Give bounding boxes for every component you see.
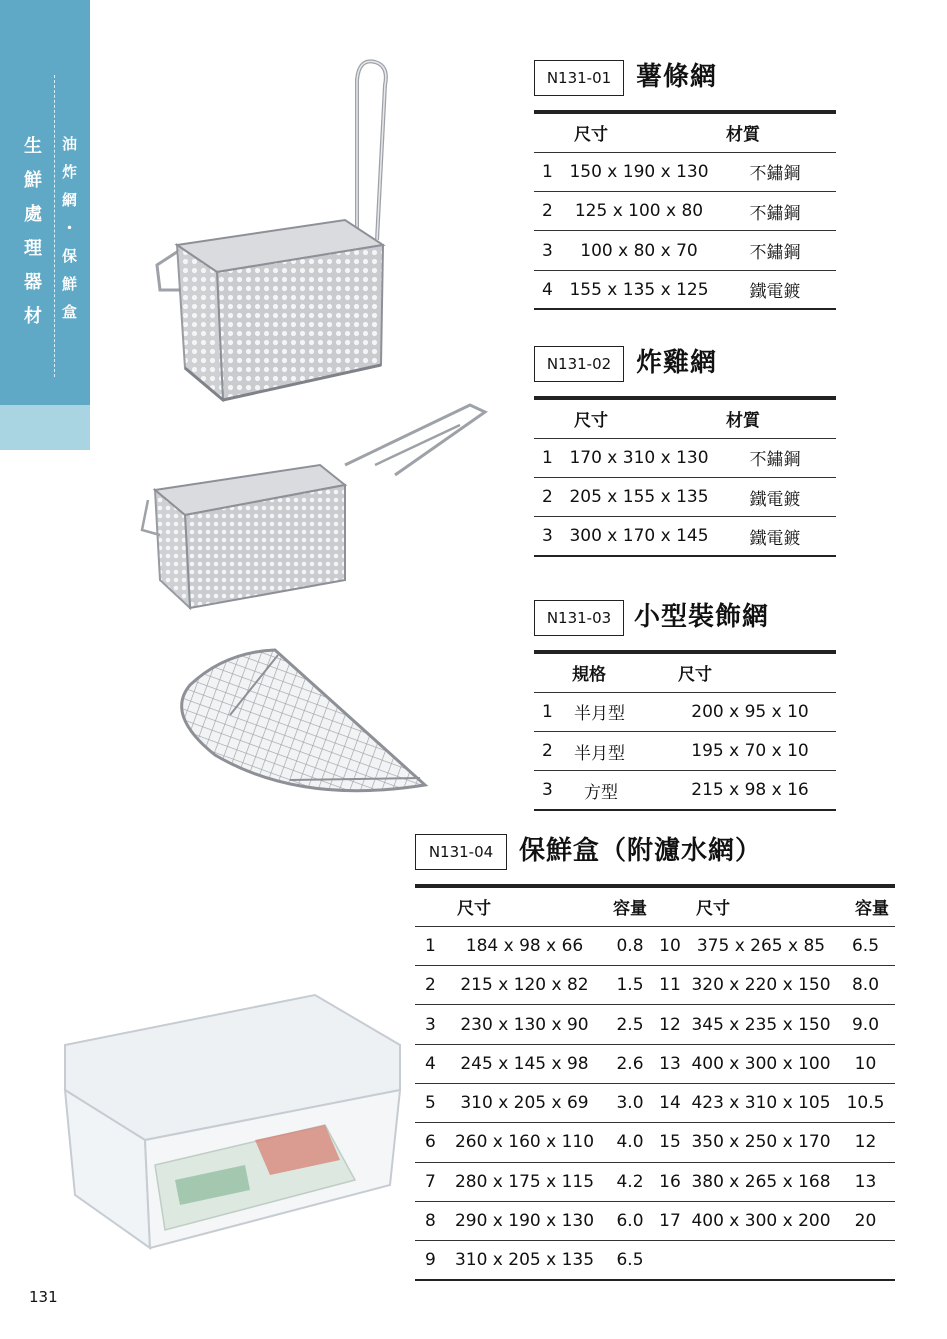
- spec-table: [534, 112, 836, 310]
- row-index: 5: [415, 1083, 443, 1122]
- row-index: 3: [415, 1005, 443, 1044]
- side-tab-bottom: [0, 405, 90, 450]
- material-cell: 不鏽鋼: [714, 152, 836, 191]
- size-cell: 345 x 235 x 150: [686, 1005, 836, 1044]
- section-header: [534, 346, 836, 384]
- material-cell: 鐵電鍍: [714, 517, 836, 556]
- size-cell: 215 x 120 x 82: [443, 966, 606, 1005]
- size-cell: 155 x 135 x 125: [564, 270, 714, 309]
- side-tab-char: 保: [62, 247, 78, 265]
- capacity-cell: 6.5: [836, 926, 895, 965]
- table-header-row: [534, 113, 836, 152]
- capacity-cell: 20: [836, 1201, 895, 1240]
- type-cell: 半月型: [564, 732, 664, 771]
- row-index: 13: [654, 1044, 686, 1083]
- table-header-row: [534, 399, 836, 438]
- header-cell: [415, 887, 443, 926]
- table-row: [415, 1123, 895, 1162]
- row-index: 2: [415, 966, 443, 1005]
- half-moon-rack-photo: [170, 640, 435, 805]
- product-code: N131-03: [534, 600, 624, 636]
- size-cell: 310 x 205 x 135: [443, 1241, 606, 1280]
- row-index: 10: [654, 926, 686, 965]
- capacity-cell: [836, 1241, 895, 1280]
- header-cell: 尺寸: [443, 887, 606, 926]
- spec-table: [415, 886, 895, 1281]
- header-cell: [534, 399, 564, 438]
- capacity-cell: 9.0: [836, 1005, 895, 1044]
- table-row: [534, 192, 836, 231]
- row-index: 11: [654, 966, 686, 1005]
- side-tab-char: 器: [24, 272, 42, 293]
- row-index: 2: [534, 192, 564, 231]
- table-row: [415, 966, 895, 1005]
- header-cell: [654, 887, 686, 926]
- row-index: 3: [534, 517, 564, 556]
- table-row: [415, 1241, 895, 1280]
- size-cell: 320 x 220 x 150: [686, 966, 836, 1005]
- row-index: 15: [654, 1123, 686, 1162]
- storage-box-photo: [55, 990, 405, 1255]
- side-tab-char: 盒: [62, 303, 78, 321]
- row-index: 1: [534, 692, 564, 731]
- capacity-cell: 13: [836, 1162, 895, 1201]
- size-cell: 300 x 170 x 145: [564, 517, 714, 556]
- side-tab-char: 網: [62, 191, 78, 209]
- size-cell: 215 x 98 x 16: [664, 771, 836, 810]
- section-header: [534, 600, 836, 638]
- row-index: 2: [534, 478, 564, 517]
- size-cell: 280 x 175 x 115: [443, 1162, 606, 1201]
- side-tab-char: ・: [62, 219, 78, 237]
- table-row: [415, 1044, 895, 1083]
- row-index: 1: [534, 152, 564, 191]
- row-index: 7: [415, 1162, 443, 1201]
- side-tab-divider: [54, 75, 55, 377]
- table-row: [534, 152, 836, 191]
- size-cell: 375 x 265 x 85: [686, 926, 836, 965]
- material-cell: 不鏽鋼: [714, 192, 836, 231]
- section-header: [534, 60, 836, 98]
- type-cell: 方型: [564, 771, 664, 810]
- product-code: N131-02: [534, 346, 624, 382]
- row-index: 3: [534, 771, 564, 810]
- size-cell: 125 x 100 x 80: [564, 192, 714, 231]
- product-title: 保鮮盒（附濾水網）: [519, 836, 763, 866]
- size-cell: 184 x 98 x 66: [443, 926, 606, 965]
- table-row: [415, 926, 895, 965]
- page-number: 131: [29, 1288, 58, 1306]
- product-title: 薯條網: [636, 62, 718, 92]
- table-row: [534, 692, 836, 731]
- header-cell: 容量: [606, 887, 654, 926]
- row-index: 17: [654, 1201, 686, 1240]
- capacity-cell: 6.0: [606, 1201, 654, 1240]
- header-cell: [534, 653, 564, 692]
- spec-table: [534, 652, 836, 811]
- fries-basket-photo: [145, 50, 395, 415]
- header-cell: 材質: [714, 399, 836, 438]
- header-cell: 規格: [564, 653, 664, 692]
- row-index: 12: [654, 1005, 686, 1044]
- header-cell: 尺寸: [564, 113, 714, 152]
- header-cell: 材質: [714, 113, 836, 152]
- size-cell: 260 x 160 x 110: [443, 1123, 606, 1162]
- table-row: [415, 1162, 895, 1201]
- row-index: 6: [415, 1123, 443, 1162]
- capacity-cell: 3.0: [606, 1083, 654, 1122]
- material-cell: 鐵電鍍: [714, 478, 836, 517]
- side-tab-char: 材: [24, 306, 42, 327]
- product-title: 小型裝飾網: [634, 602, 770, 632]
- row-index: 8: [415, 1201, 443, 1240]
- section-n131-01: [534, 60, 836, 303]
- material-cell: 不鏽鋼: [714, 438, 836, 477]
- side-tab-category: [24, 138, 42, 342]
- size-cell: 230 x 130 x 90: [443, 1005, 606, 1044]
- capacity-cell: 6.5: [606, 1241, 654, 1280]
- size-cell: 150 x 190 x 130: [564, 152, 714, 191]
- size-cell: 200 x 95 x 10: [664, 692, 836, 731]
- row-index: 4: [415, 1044, 443, 1083]
- product-title: 炸雞網: [636, 348, 718, 378]
- size-cell: 400 x 300 x 200: [686, 1201, 836, 1240]
- capacity-cell: 12: [836, 1123, 895, 1162]
- section-header: [415, 834, 895, 872]
- size-cell: 205 x 155 x 135: [564, 478, 714, 517]
- material-cell: 鐵電鍍: [714, 270, 836, 309]
- product-code: N131-04: [415, 834, 507, 870]
- row-index: 2: [534, 732, 564, 771]
- size-cell: 195 x 70 x 10: [664, 732, 836, 771]
- row-index: 1: [534, 438, 564, 477]
- section-n131-02: [534, 346, 836, 549]
- side-tab: [0, 0, 90, 450]
- table-row: [415, 1083, 895, 1122]
- product-code: N131-01: [534, 60, 624, 96]
- size-cell: 400 x 300 x 100: [686, 1044, 836, 1083]
- table-row: [415, 1005, 895, 1044]
- header-cell: [534, 113, 564, 152]
- table-row: [534, 231, 836, 270]
- side-tab-subcategory: [62, 137, 77, 333]
- table-row: [534, 270, 836, 309]
- size-cell: [686, 1241, 836, 1280]
- type-cell: 半月型: [564, 692, 664, 731]
- header-cell: 尺寸: [686, 887, 836, 926]
- capacity-cell: 1.5: [606, 966, 654, 1005]
- size-cell: 350 x 250 x 170: [686, 1123, 836, 1162]
- row-index: 9: [415, 1241, 443, 1280]
- row-index: 16: [654, 1162, 686, 1201]
- table-row: [534, 438, 836, 477]
- table-row: [534, 732, 836, 771]
- capacity-cell: 0.8: [606, 926, 654, 965]
- table-header-row: [534, 653, 836, 692]
- capacity-cell: 10.5: [836, 1083, 895, 1122]
- size-cell: 380 x 265 x 168: [686, 1162, 836, 1201]
- capacity-cell: 10: [836, 1044, 895, 1083]
- row-index: 1: [415, 926, 443, 965]
- table-header-row: [415, 887, 895, 926]
- row-index: 14: [654, 1083, 686, 1122]
- spec-table: [534, 398, 836, 557]
- size-cell: 170 x 310 x 130: [564, 438, 714, 477]
- table-row: [415, 1201, 895, 1240]
- table-row: [534, 517, 836, 556]
- table-row: [534, 478, 836, 517]
- size-cell: 100 x 80 x 70: [564, 231, 714, 270]
- side-tab-char: 鮮: [24, 170, 42, 191]
- section-n131-03: [534, 600, 836, 803]
- capacity-cell: 2.5: [606, 1005, 654, 1044]
- table-row: [534, 771, 836, 810]
- side-tab-char: 炸: [62, 163, 78, 181]
- material-cell: 不鏽鋼: [714, 231, 836, 270]
- header-cell: 容量: [836, 887, 895, 926]
- row-index: [654, 1241, 686, 1280]
- size-cell: 245 x 145 x 98: [443, 1044, 606, 1083]
- side-tab-char: 鮮: [62, 275, 78, 293]
- section-n131-04: [415, 834, 895, 1271]
- capacity-cell: 2.6: [606, 1044, 654, 1083]
- header-cell: 尺寸: [564, 399, 714, 438]
- row-index: 4: [534, 270, 564, 309]
- size-cell: 423 x 310 x 105: [686, 1083, 836, 1122]
- size-cell: 290 x 190 x 130: [443, 1201, 606, 1240]
- capacity-cell: 4.0: [606, 1123, 654, 1162]
- side-tab-char: 油: [62, 135, 78, 153]
- capacity-cell: 8.0: [836, 966, 895, 1005]
- capacity-cell: 4.2: [606, 1162, 654, 1201]
- side-tab-char: 生: [24, 136, 42, 157]
- size-cell: 310 x 205 x 69: [443, 1083, 606, 1122]
- side-tab-char: 處: [24, 204, 42, 225]
- header-cell: 尺寸: [664, 653, 836, 692]
- row-index: 3: [534, 231, 564, 270]
- chicken-basket-photo: [140, 400, 490, 615]
- side-tab-char: 理: [24, 238, 42, 259]
